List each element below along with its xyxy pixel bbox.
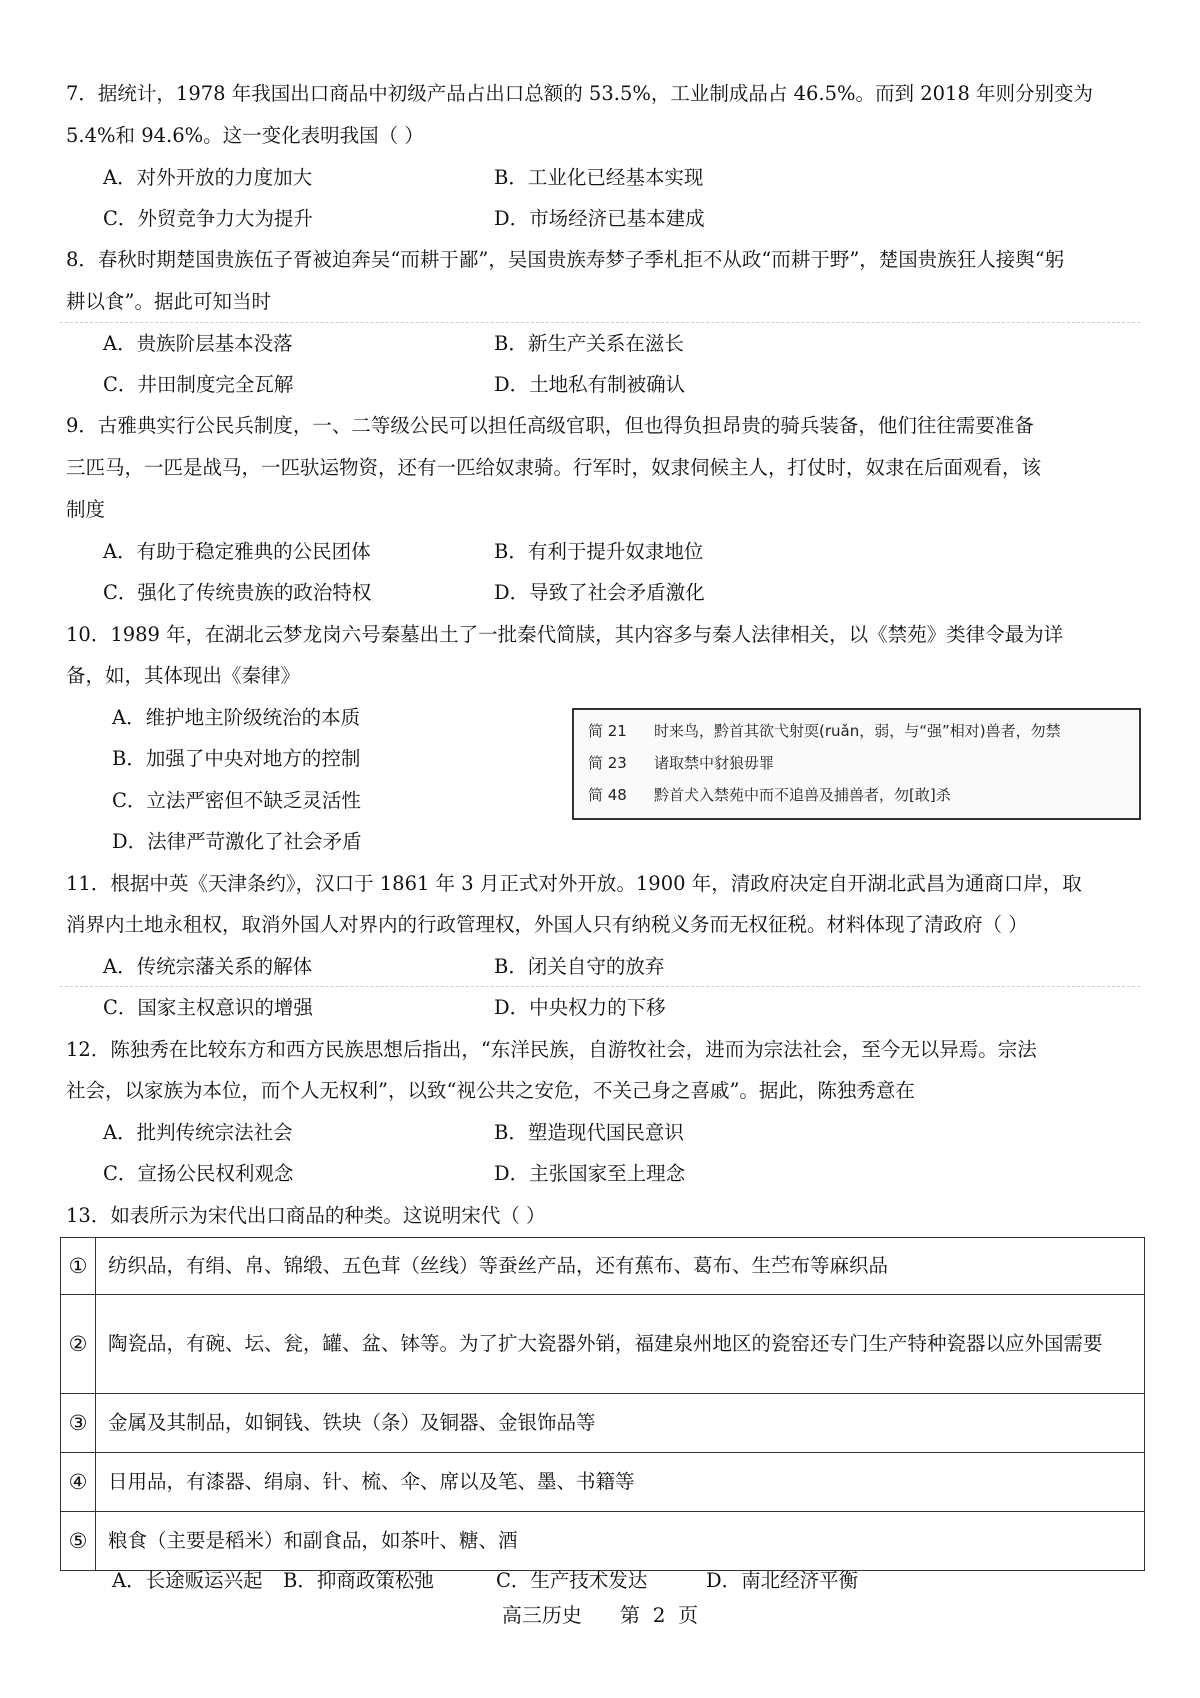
q11-option-c: C．国家主权意识的增强 bbox=[103, 996, 313, 1019]
table-row bbox=[61, 1394, 1145, 1453]
q8-option-b: B．新生产关系在滋长 bbox=[494, 332, 684, 355]
row-number: ③ bbox=[61, 1394, 96, 1453]
q10-stem-line2: 备，如，其体现出《秦律》 bbox=[66, 664, 301, 687]
q7-stem-line1: 7．据统计，1978 年我国出口商品中初级产品占出口总额的 53.5%，工业制成品占 46.5%。而到 2018 年则分别变为 bbox=[66, 82, 1094, 105]
song-exports-table bbox=[60, 1237, 1145, 1571]
q7-option-d: D．市场经济已基本建成 bbox=[494, 207, 705, 230]
slip-row bbox=[588, 720, 1061, 741]
row-text: 日用品，有漆器、绢扇、针、梳、伞、席以及笔、墨、书籍等 bbox=[96, 1453, 1145, 1512]
q12-option-d: D．主张国家至上理念 bbox=[494, 1162, 686, 1185]
q7-option-a: A．对外开放的力度加大 bbox=[103, 166, 313, 189]
page-footer: 高三历史 第 2 页 bbox=[501, 1603, 699, 1627]
q11-stem-line2: 消界内土地永租权，取消外国人对界内的行政管理权，外国人只有纳税义务而无权征税。材料体现了清政府（ ） bbox=[66, 913, 1028, 936]
q9-option-d: D．导致了社会矛盾激化 bbox=[494, 581, 705, 604]
q13-option-b: B．抑商政策松弛 bbox=[283, 1569, 434, 1592]
q12-option-c: C．宣扬公民权利观念 bbox=[103, 1162, 294, 1185]
q9-option-c: C．强化了传统贵族的政治特权 bbox=[103, 581, 372, 604]
bamboo-slips-excerpt bbox=[572, 708, 1141, 820]
slip-text: 诸取禁中豺狼毋罪 bbox=[654, 754, 775, 772]
q9-option-b: B．有利于提升奴隶地位 bbox=[494, 540, 704, 563]
q13-option-a: A．长途贩运兴起 bbox=[112, 1569, 263, 1592]
q8-option-c: C．井田制度完全瓦解 bbox=[103, 373, 294, 396]
q12-option-a: A．批判传统宗法社会 bbox=[103, 1121, 293, 1144]
q9-stem-line2: 三匹马，一匹是战马，一匹驮运物资，还有一匹给奴隶骑。行军时，奴隶伺候主人，打仗时，奴隶在后面观看，该 bbox=[66, 456, 1042, 479]
row-text: 金属及其制品，如铜钱、铁块（条）及铜器、金银饰品等 bbox=[96, 1394, 1145, 1453]
dashed-divider bbox=[60, 986, 1140, 987]
q10-option-a: A．维护地主阶级统治的本质 bbox=[112, 706, 361, 729]
dashed-divider bbox=[60, 322, 1140, 323]
q8-stem-line1: 8．春秋时期楚国贵族伍子胥被迫奔吴“而耕于鄙”，吴国贵族寿梦子季札拒不从政“而耕于野”，楚国贵族狂人接舆“躬 bbox=[66, 248, 1065, 271]
q8-option-d: D．土地私有制被确认 bbox=[494, 373, 686, 396]
q8-stem-line2: 耕以食”。据此可知当时 bbox=[66, 290, 271, 313]
row-text: 纺织品，有绢、帛、锦缎、五色茸（丝线）等蚕丝产品，还有蕉布、葛布、生苎布等麻织品 bbox=[96, 1238, 1145, 1295]
q10-stem-line1: 10．1989 年，在湖北云梦龙岗六号秦墓出土了一批秦代简牍，其内容多与秦人法律相关，以《禁苑》类律令最为详 bbox=[66, 623, 1064, 646]
table-row bbox=[61, 1453, 1145, 1512]
q11-option-b: B．闭关自守的放弃 bbox=[494, 955, 665, 978]
row-number: ② bbox=[61, 1295, 96, 1394]
q13-stem: 13．如表所示为宋代出口商品的种类。这说明宋代（ ） bbox=[66, 1204, 546, 1227]
q9-option-a: A．有助于稳定雅典的公民团体 bbox=[103, 540, 371, 563]
q10-option-d: D．法律严苛激化了社会矛盾 bbox=[112, 830, 362, 853]
table-row bbox=[61, 1238, 1145, 1295]
table-row bbox=[61, 1512, 1145, 1571]
q12-option-b: B．塑造现代国民意识 bbox=[494, 1121, 684, 1144]
row-number: ④ bbox=[61, 1453, 96, 1512]
q12-stem-line1: 12．陈独秀在比较东方和西方民族思想后指出，“东洋民族，自游牧社会，进而为宗法社会，至今无以异焉。宗法 bbox=[66, 1038, 1037, 1061]
row-text: 陶瓷品，有碗、坛、瓮，罐、盆、钵等。为了扩大瓷器外销，福建泉州地区的瓷窑还专门生产特种瓷器以应外国需要 bbox=[96, 1295, 1145, 1394]
q12-stem-line2: 社会，以家族为本位，而个人无权利”，以致“视公共之安危，不关己身之喜戚”。据此，陈独秀意在 bbox=[66, 1079, 915, 1102]
table-row bbox=[61, 1295, 1145, 1394]
slip-text: 时来鸟，黔首其欲弋射耎(ruǎn，弱，与“强”相对)兽者，勿禁 bbox=[654, 722, 1061, 740]
slip-row bbox=[588, 752, 774, 773]
q7-option-c: C．外贸竞争力大为提升 bbox=[103, 207, 313, 230]
q10-option-c: C．立法严密但不缺乏灵活性 bbox=[112, 789, 361, 812]
q11-stem-line1: 11．根据中英《天津条约》，汉口于 1861 年 3 月正式对外开放。1900 年，清政府决定自开湖北武昌为通商口岸，取 bbox=[66, 872, 1082, 895]
row-number: ⑤ bbox=[61, 1512, 96, 1571]
slip-row bbox=[588, 784, 951, 805]
q11-option-d: D．中央权力的下移 bbox=[494, 996, 666, 1019]
q7-option-b: B．工业化已经基本实现 bbox=[494, 166, 704, 189]
q11-option-a: A．传统宗藩关系的解体 bbox=[103, 955, 313, 978]
row-text: 粮食（主要是稻米）和副食品，如茶叶、糖、酒 bbox=[96, 1512, 1145, 1571]
slip-text: 黔首犬入禁苑中而不追兽及捕兽者，勿[敢]杀 bbox=[654, 786, 951, 804]
slip-number: 简 48 bbox=[588, 786, 627, 804]
q9-stem-line1: 9．古雅典实行公民兵制度，一、二等级公民可以担任高级官职，但也得负担昂贵的骑兵装备，他们往往需要准备 bbox=[66, 414, 1034, 437]
q9-stem-line3: 制度 bbox=[66, 498, 106, 521]
q13-option-c: C．生产技术发达 bbox=[496, 1569, 648, 1592]
q10-option-b: B．加强了中央对地方的控制 bbox=[112, 747, 361, 770]
q7-stem-line2: 5.4%和 94.6%。这一变化表明我国（ ） bbox=[66, 124, 424, 147]
q13-option-d: D．南北经济平衡 bbox=[706, 1569, 859, 1592]
q8-option-a: A．贵族阶层基本没落 bbox=[103, 332, 293, 355]
row-number: ① bbox=[61, 1238, 96, 1295]
slip-number: 简 23 bbox=[588, 754, 627, 772]
slip-number: 简 21 bbox=[588, 722, 627, 740]
